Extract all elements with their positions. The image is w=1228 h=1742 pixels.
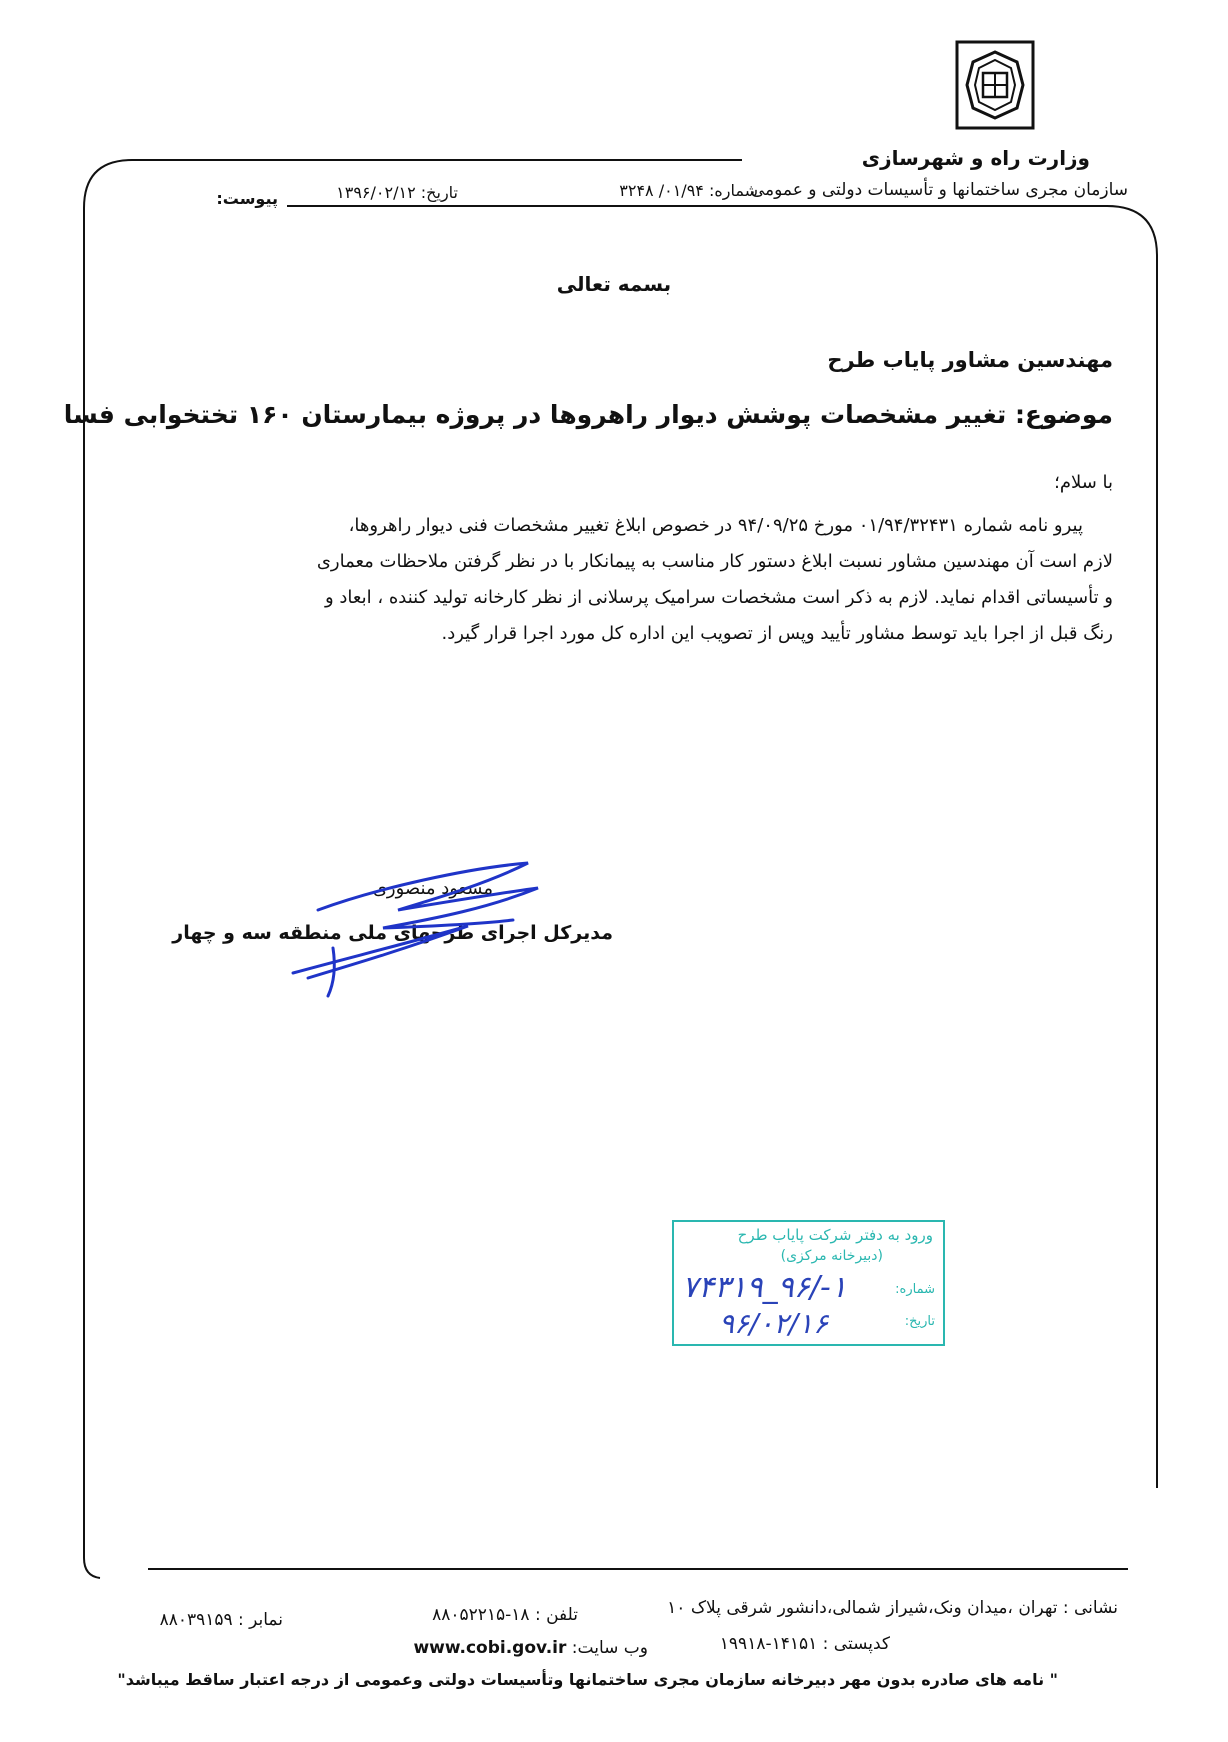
footer-address: نشانی : تهران ،میدان ونک،شیراز شمالی،دانشور شرقی پلاک ۱۰ xyxy=(667,1598,1118,1618)
website-label: وب سایت: xyxy=(571,1638,648,1658)
stamp-date-value: ۹۶/۰۲/۱۶ xyxy=(719,1307,829,1340)
footer-divider xyxy=(148,1568,1128,1570)
signer-title: مدیرکل اجرای طرحهای ملی منطقه سه و چهار xyxy=(172,922,613,944)
body-line: پیرو نامه شماره ۰۱/۹۴/۳۲۴۳۱ مورخ ۹۴/۰۹/۲۵ در خصوص ابلاغ تغییر مشخصات فنی دیوار راهروها، xyxy=(348,515,1083,536)
stamp-number-label: شماره: xyxy=(895,1282,935,1297)
registry-stamp xyxy=(672,1220,945,1346)
greeting: با سلام؛ xyxy=(1054,472,1113,493)
subject-line: موضوع: تغییر مشخصات پوشش دیوار راهروها در پروژه بیمارستان ۱۶۰ تختخوابی فسا xyxy=(63,400,1113,429)
body-line: رنگ قبل از اجرا باید توسط مشاور تأیید وپس از تصویب این اداره کل مورد اجرا قرار گیرد. xyxy=(441,623,1113,644)
recipient: مهندسین مشاور پایاب طرح xyxy=(827,348,1113,372)
body-line: و تأسیساتی اقدام نماید. لازم به ذکر است مشخصات سرامیک پرسلانی از نظر کارخانه تولید کننده ، ابعاد و xyxy=(325,587,1113,608)
body-line: لازم است آن مهندسین مشاور نسبت ابلاغ دستور کار مناسب به پیمانکار با در نظر گرفتن ملاحظات معماری xyxy=(316,551,1113,572)
footer-fax: نمابر : ۸۸۰۳۹۱۵۹ xyxy=(159,1610,283,1630)
letter-body xyxy=(168,508,1113,652)
number-value: ۰۱/۹۴/ ۳۲۴۸ xyxy=(619,181,704,200)
date-label: تاریخ: xyxy=(420,183,458,202)
signer-name: مسعود منصوری xyxy=(372,878,493,899)
footer-notice: " نامه های صادره بدون مهر دبیرخانه سازمان مجری ساختمانها وتأسیسات دولتی وعمومی از درجه اعتبار ساقط میباشد" xyxy=(117,1670,1058,1689)
stamp-subtitle: (دبیرخانه مرکزی) xyxy=(780,1248,883,1264)
number-label: شماره: xyxy=(708,181,758,200)
ministry-name: وزارت راه و شهرسازی xyxy=(861,146,1090,170)
basmala-heading: بسمه تعالی xyxy=(556,272,672,296)
website-link[interactable]: www.cobi.gov.ir xyxy=(413,1638,567,1658)
footer-website xyxy=(413,1638,648,1658)
handwritten-signature xyxy=(288,848,583,998)
ministry-emblem-icon xyxy=(955,40,1035,130)
footer-phone: تلفن : ۱۸-۸۸۰۵۲۲۱۵ xyxy=(432,1605,578,1625)
stamp-number-value: ۱-/۹۶_۷۴۳۱۹ xyxy=(682,1270,847,1305)
attachment-label: پیوست: xyxy=(216,189,278,208)
date-value: ۱۳۹۶/۰۲/۱۲ xyxy=(336,183,416,202)
footer-postal-code: کدپستی : ۱۴۱۵۱-۱۹۹۱۸ xyxy=(719,1634,890,1654)
organization-name: سازمان مجری ساختمانها و تأسیسات دولتی و عمومی xyxy=(750,180,1128,200)
letter-frame xyxy=(82,158,1172,1598)
stamp-title: ورود به دفتر شرکت پایاب طرح xyxy=(737,1226,933,1244)
stamp-date-label: تاریخ: xyxy=(904,1314,935,1329)
